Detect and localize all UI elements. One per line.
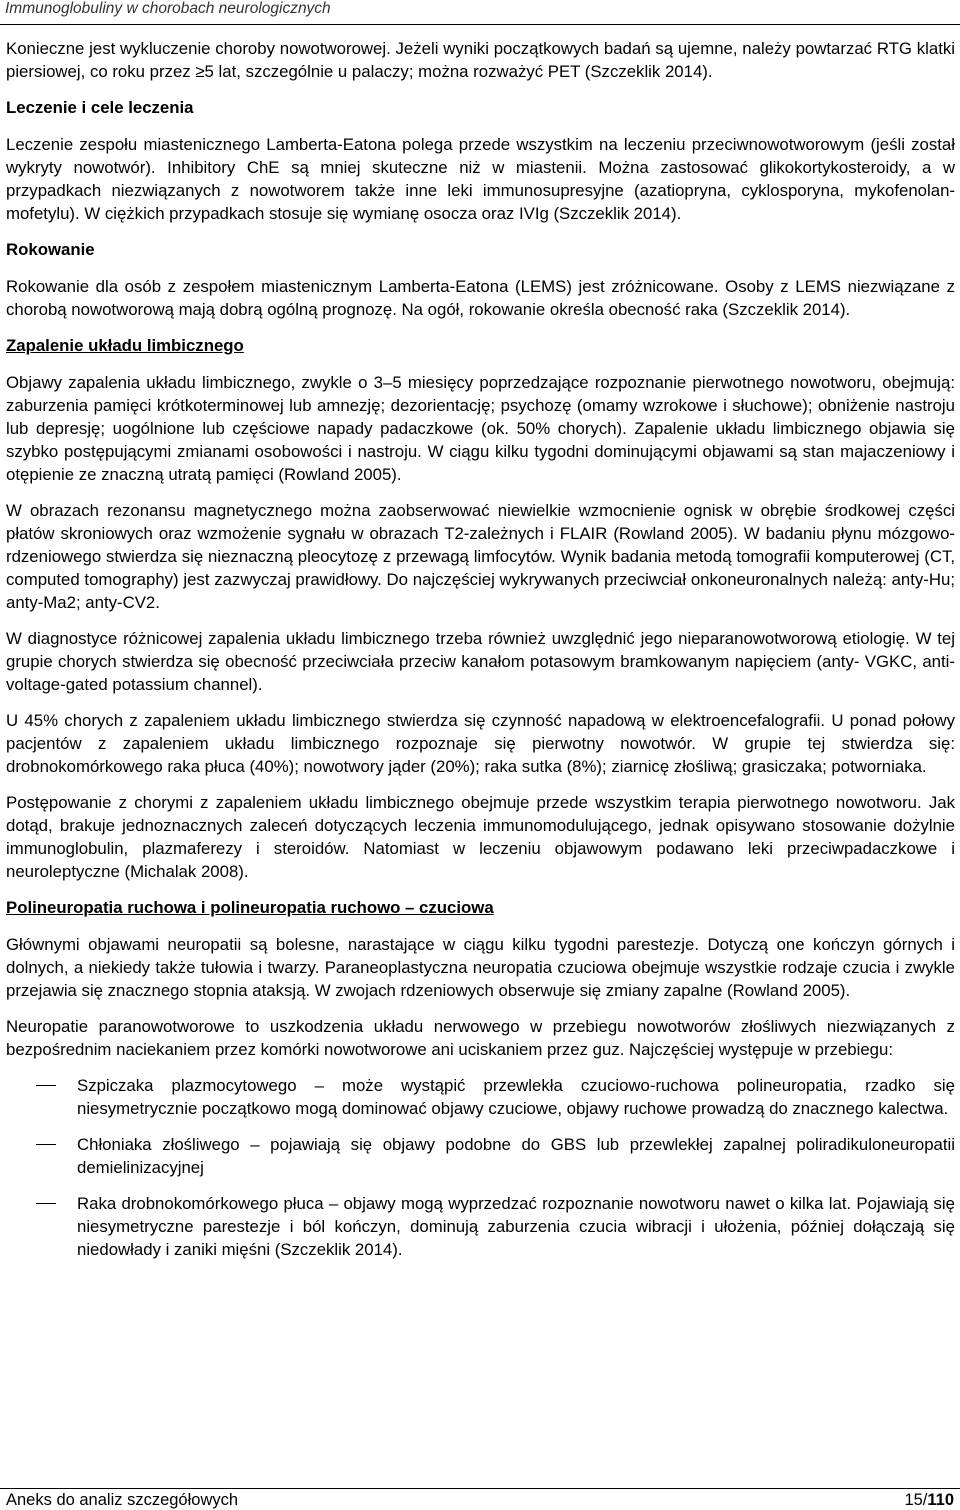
paragraph-limbic-eeg: U 45% chorych z zapaleniem układu limbicznego stwierdza się czynność napadową w elektroencefalografii. U ponad połowy pacjentów z zapaleniem układu limbicznego rozpoznaje się pierwotny nowotwór. W grupie tej stwierdza się: drobnokomórkowego raka płuca (40%); nowotwory jąder (20%); raka sutka (8%); ziarnicę złośliwą; grasiczaka; potworniaka. bbox=[6, 711, 955, 776]
dash-bullet bbox=[36, 1144, 56, 1145]
list-item-text: Chłoniaka złośliwego – pojawiają się objawy podobne do GBS lub przewlekłej zapalnej poliradikuloneuropatii demielinizacyjnej bbox=[77, 1135, 955, 1177]
paragraph-prognosis: Rokowanie dla osób z zespołem miastenicznym Lamberta-Eatona (LEMS) jest zróżnicowane. Osoby z LEMS niezwiązane z chorobą nowotworową mają dobrą ogólną prognozę. Na ogół, rokowanie określa obecność raka (Szczeklik 2014). bbox=[6, 277, 955, 319]
paragraph-neuropathy-symptoms: Głównymi objawami neuropatii są bolesne, narastające w ciągu kilku tygodni parestezje. Dotyczą one kończyn górnych i dolnych, a niekiedy także tułowia i twarzy. Paraneoplastyczna neuropatia czuciowa obejmuje wszystkie rodzaje czucia i zwykle przejawia się znacznego stopnia ataksją. W zwojach rdzeniowych obserwuje się zmiany zapalne (Rowland 2005). bbox=[6, 935, 955, 1000]
list-item-lung-cancer bbox=[6, 1192, 955, 1261]
dash-bullet bbox=[36, 1203, 56, 1204]
page-number bbox=[904, 1491, 954, 1510]
heading-treatment: Leczenie i cele leczenia bbox=[6, 98, 194, 117]
paragraph-neuropathy-definition: Neuropatie paranowotworowe to uszkodzenia układu nerwowego w przebiegu nowotworów złośliwych niezwiązanych z bezpośrednim naciekaniem przez komórki nowotworowe ani uciskaniem przez guz. Najczęściej występuje w przebiegu: bbox=[6, 1017, 955, 1059]
paragraph-limbic-diagnosis: W diagnostyce różnicowej zapalenia układu limbicznego trzeba również uwzględnić jego nieparanowotworową etiologię. W tej grupie chorych stwierdza się obecność przeciwciała przeciw kanałom potasowym bramkowanym napięciem (anty- VGKC, anti-voltage-gated potassium channel). bbox=[6, 629, 955, 694]
page-total: 110 bbox=[927, 1491, 954, 1509]
document-body bbox=[6, 37, 955, 1261]
paragraph-limbic-imaging: W obrazach rezonansu magnetycznego można zaobserwować niewielkie wzmocnienie ognisk w obrębie środkowej części płatów skroniowych oraz wzmożenie sygnału w obrazach T2-zależnych i FLAIR (Rowland 2005). W badaniu płynu mózgowo-rdzeniowego stwierdza się nieznaczną pleocytozę z przewagą limfocytów. Wynik badania metodą tomografii komputerowej (CT, computed tomography) jest zazwyczaj prawidłowy. Do najczęściej wykrywanych przeciwciał onkoneuronalnych należą: anty-Hu; anty-Ma2; anty-CV2. bbox=[6, 501, 955, 612]
paragraph-limbic-management: Postępowanie z chorymi z zapaleniem układu limbicznego obejmuje przede wszystkim terapia pierwotnego nowotworu. Jak dotąd, brakuje jednoznacznych zaleceń dotyczących leczenia immunomodulującego, jednak opisywano stosowanie dożylnie immunoglobulin, plazmaferezy i steroidów. Natomiast w leczeniu objawowym podawano leki przeciwpadaczkowe i neuroleptyczne (Michalak 2008). bbox=[6, 793, 955, 881]
list-item-myeloma bbox=[6, 1074, 955, 1120]
list-item-lymphoma bbox=[6, 1133, 955, 1179]
heading-polyneuropathy: Polineuropatia ruchowa i polineuropatia ruchowo – czuciowa bbox=[6, 898, 494, 917]
paragraph-limbic-symptoms: Objawy zapalenia układu limbicznego, zwykle o 3–5 miesięcy poprzedzające rozpoznanie pierwotnego nowotworu, obejmują: zaburzenia pamięci krótkoterminowej lub amnezję; dezorientację; psychozę (omamy wzrokowe i słuchowe); obniżenie nastroju lub depresję; uogólnione lub częściowe napady padaczkowe (ok. 50% chorych). Zapalenie układu limbicznego objawia się szybko postępującymi zmianami osobowości i nastroju. W ciągu kilku tygodni dominującymi objawami są stan majaczeniowy i otępienie ze znaczną utratą pamięci (Rowland 2005). bbox=[6, 373, 955, 484]
page-current: 15/ bbox=[904, 1491, 928, 1509]
heading-prognosis: Rokowanie bbox=[6, 240, 95, 259]
page-footer bbox=[0, 1488, 960, 1510]
heading-limbic-encephalitis: Zapalenie układu limbicznego bbox=[6, 336, 244, 355]
list-item-text: Szpiczaka plazmocytowego – może wystąpić przewlekła czuciowo-ruchowa polineuropatia, rzadko się niesymetrycznie początkowo mogą dominować objawy czuciowe, objawy ruchowe prowadzą do znacznego kalectwa. bbox=[77, 1076, 955, 1118]
paragraph-intro: Konieczne jest wykluczenie choroby nowotworowej. Jeżeli wyniki początkowych badań są ujemne, należy powtarzać RTG klatki piersiowej, co roku przez ≥5 lat, szczególnie u palaczy; można rozważyć PET (Szczeklik 2014). bbox=[6, 39, 955, 81]
footer-label: Aneks do analiz szczegółowych bbox=[6, 1491, 239, 1509]
dash-bullet bbox=[36, 1085, 56, 1086]
running-title: Immunoglobuliny w chorobach neurologicznych bbox=[5, 0, 331, 17]
list-item-text: Raka drobnokomórkowego płuca – objawy mogą wyprzedzać rozpoznanie nowotworu nawet o kilka lat. Pojawiają się niesymetryczne parestezje i ból kończyn, dominują zaburzenia czucia wibracji i ułożenia, później dołączają się niedowłady i zaniki mięśni (Szczeklik 2014). bbox=[77, 1194, 955, 1259]
page-header bbox=[0, 0, 960, 25]
paragraph-treatment: Leczenie zespołu miastenicznego Lamberta-Eatona polega przede wszystkim na leczeniu przeciwnowotworowym (jeśli został wykryty nowotwór). Inhibitory ChE są mniej skuteczne niż w miastenii. Można zastosować glikokortykosteroidy, a w przypadkach niezwiązanych z nowotworem także inne leki immunosupresyjne (azatiopryna, cyklosporyna, mykofenolan-mofetylu). W ciężkich przypadkach stosuje się wymianę osocza oraz IVIg (Szczeklik 2014). bbox=[6, 135, 955, 223]
